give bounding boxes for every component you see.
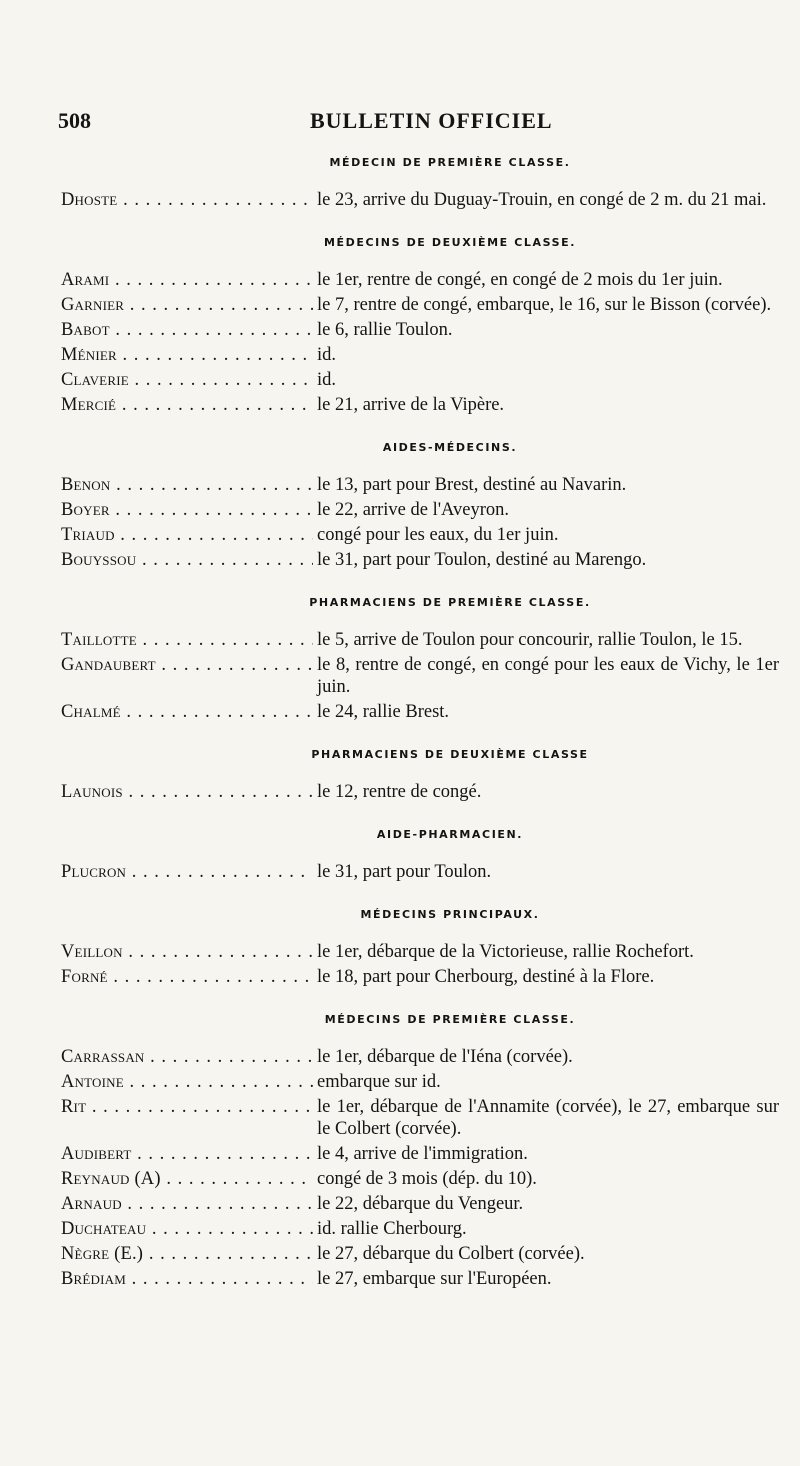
- running-title: BULLETIN OFFICIEL: [310, 108, 553, 133]
- list-item: [61, 189, 779, 211]
- list-item: [61, 1168, 779, 1190]
- officer-name: Audibert . . .: [61, 1143, 313, 1165]
- list-item: [61, 319, 779, 341]
- entry-description: congé de 3 mois (dép. du 10).: [317, 1169, 537, 1189]
- page-number: 508: [58, 108, 91, 133]
- list-item: [61, 966, 779, 988]
- officer-name: Rit . . .: [61, 1096, 313, 1140]
- officer-name: Antoine . . .: [61, 1071, 313, 1093]
- entry-description: congé pour les eaux, du 1er juin.: [317, 525, 559, 545]
- list-item: [61, 1243, 779, 1265]
- officer-name: Triaud . . .: [61, 524, 313, 546]
- section-heading: AIDES-MÉDECINS.: [382, 441, 518, 454]
- entry-description: le 24, rallie Brest.: [317, 702, 450, 722]
- content: [61, 156, 779, 1293]
- officer-name: Boyer . . .: [61, 499, 313, 521]
- list-item: [61, 1096, 779, 1140]
- list-item: [61, 1143, 779, 1165]
- list-item: [61, 474, 779, 496]
- entry-description: le 27, embarque sur l'Européen.: [317, 1269, 552, 1289]
- entry-description: le 1er, rentre de congé, en congé de 2 mois du 1er juin.: [317, 270, 723, 290]
- officer-name: Garnier . . .: [61, 294, 313, 316]
- entry-description: embarque sur id.: [317, 1072, 441, 1092]
- officer-name: Arnaud . . .: [61, 1193, 313, 1215]
- list-item: [61, 394, 779, 416]
- list-item: [61, 654, 779, 698]
- entry-description: le 27, débarque du Colbert (corvée).: [317, 1244, 585, 1264]
- officer-name: Nègre (E.) . . .: [61, 1243, 313, 1265]
- officer-name: Chalmé . . .: [61, 701, 313, 723]
- section-heading: PHARMACIENS DE DEUXIÈME CLASSE: [311, 748, 589, 761]
- list-item: [61, 1218, 779, 1240]
- list-item: [61, 524, 779, 546]
- entry-description: le 13, part pour Brest, destiné au Navarin.: [317, 475, 627, 495]
- entry-description: id.: [317, 345, 337, 365]
- entry-description: id. rallie Cherbourg.: [317, 1219, 467, 1239]
- entry-description: le 12, rentre de congé.: [317, 782, 482, 802]
- entry-description: le 6, rallie Toulon.: [317, 320, 453, 340]
- entry-description: le 23, arrive du Duguay-Trouin, en congé de 2 m. du 21 mai.: [317, 190, 767, 210]
- entry-description: le 7, rentre de congé, embarque, le 16, sur le Bisson (corvée).: [317, 295, 772, 315]
- officer-name: Plucron . . .: [61, 861, 313, 883]
- list-item: [61, 1193, 779, 1215]
- list-item: [61, 1268, 779, 1290]
- list-item: [61, 629, 779, 651]
- entry-description: le 31, part pour Toulon.: [317, 862, 492, 882]
- officer-name: Babot . . .: [61, 319, 313, 341]
- officer-name: Veillon . . .: [61, 941, 313, 963]
- officer-name: Carrassan . . .: [61, 1046, 313, 1068]
- officer-name: Gandaubert . . .: [61, 654, 313, 698]
- list-item: [61, 1071, 779, 1093]
- officer-name: Dhoste . . .: [61, 189, 313, 211]
- section-heading: MÉDECINS DE PREMIÈRE CLASSE.: [324, 1013, 576, 1026]
- officer-name: Mercié . . .: [61, 394, 313, 416]
- entry-description: le 21, arrive de la Vipère.: [317, 395, 505, 415]
- entry-description: le 1er, débarque de la Victorieuse, rallie Rochefort.: [317, 942, 694, 962]
- list-item: [61, 781, 779, 803]
- officer-name: Duchateau . . .: [61, 1218, 313, 1240]
- list-item: [61, 269, 779, 291]
- officer-name: Brédiam . . .: [61, 1268, 313, 1290]
- entry-description: le 31, part pour Toulon, destiné au Marengo.: [317, 550, 647, 570]
- list-item: [61, 294, 779, 316]
- list-item: [61, 369, 779, 391]
- section-heading: AIDE-PHARMACIEN.: [376, 828, 524, 841]
- section-heading: MÉDECIN DE PREMIÈRE CLASSE.: [329, 156, 571, 169]
- list-item: [61, 941, 779, 963]
- entry-description: le 1er, débarque de l'Annamite (corvée), le 27, embarque sur le Colbert (corvée).: [317, 1097, 779, 1139]
- list-item: [61, 1046, 779, 1068]
- officer-name: Arami . . .: [61, 269, 313, 291]
- entry-description: le 1er, débarque de l'Iéna (corvée).: [317, 1047, 573, 1067]
- section-heading: MÉDECINS PRINCIPAUX.: [360, 908, 540, 921]
- officer-name: Launois . . .: [61, 781, 313, 803]
- officer-name: Forné . . .: [61, 966, 313, 988]
- list-item: [61, 344, 779, 366]
- officer-name: Bouyssou . . .: [61, 549, 313, 571]
- list-item: [61, 701, 779, 723]
- officer-name: Benon . . .: [61, 474, 313, 496]
- section-heading: PHARMACIENS DE PREMIÈRE CLASSE.: [309, 596, 591, 609]
- list-item: [61, 499, 779, 521]
- list-item: [61, 549, 779, 571]
- entry-description: le 22, débarque du Vengeur.: [317, 1194, 524, 1214]
- page-header: [58, 108, 778, 140]
- list-item: [61, 861, 779, 883]
- entry-description: le 22, arrive de l'Aveyron.: [317, 500, 510, 520]
- entry-description: id.: [317, 370, 337, 390]
- officer-name: Claverie . . .: [61, 369, 313, 391]
- officer-name: Ménier . . .: [61, 344, 313, 366]
- officer-name: Taillotte . . .: [61, 629, 313, 651]
- entry-description: le 18, part pour Cherbourg, destiné à la Flore.: [317, 967, 655, 987]
- officer-name: Reynaud (A) . . .: [61, 1168, 313, 1190]
- entry-description: le 8, rentre de congé, en congé pour les eaux de Vichy, le 1er juin.: [317, 655, 779, 697]
- section-heading: MÉDECINS DE DEUXIÈME CLASSE.: [323, 236, 577, 249]
- entry-description: le 5, arrive de Toulon pour concourir, rallie Toulon, le 15.: [317, 630, 743, 650]
- entry-description: le 4, arrive de l'immigration.: [317, 1144, 528, 1164]
